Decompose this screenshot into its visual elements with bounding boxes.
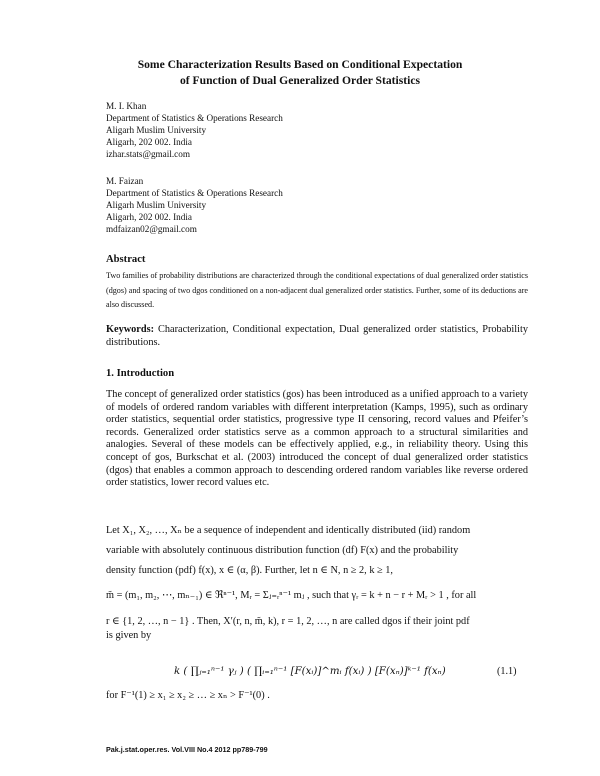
equation-number: (1.1) [497,666,517,677]
journal-footer: Pak.j.stat.oper.res. Vol.VIII No.4 2012 pp789-799 [106,745,268,754]
keywords-text: Characterization, Conditional expectation, Dual generalized order statistics, Probability distributions. [106,324,528,348]
author-department: Department of Statistics & Operations Research [106,113,283,123]
keywords-label: Keywords: [106,324,155,335]
author-name: M. I. Khan [106,101,147,111]
abstract-text: Two families of probability distributions are characterized through the conditional expectations of dual generalized order statistics (dgos) and spacing of two dgos conditioned on a non-adjacent dual generalized order statistics. Further, some of its deductions are also discussed. [106,271,528,309]
introduction-paragraph-1: The concept of generalized order statistics (gos) has been introduced as a unified approach to a variety of models of ordered random variables with different interpretation (Kamps, 1995), such as ordinary order statistics, sequential order statistics, progressive type II censoring, record values and Pfeifer’s records. Generalized order statistics serve as a common approach to a structural similarities and analogies. Several of these models can be effectively applied, e.g., in reliability theory. Using this concept of gos, Burkschat et al. (2003) introduced the concept of dual generalized order statistics (dgos) that enables a common approach to descending ordered random variables like reverse ordered order statistics, lower record values etc. [106,389,529,489]
equation-1-1: k ( ∏ⱼ₌₁ⁿ⁻¹ γⱼ ) ( ∏ᵢ₌₁ⁿ⁻¹ [F(xᵢ)]^mᵢ f(xᵢ) ) [F(xₙ)]ᵏ⁻¹ f(xₙ) [174,666,446,677]
author-email[interactable]: mdfaizan02@gmail.com [106,224,197,234]
author-university: Aligarh Muslim University [106,200,207,210]
paper-title-line1: Some Characterization Results Based on Conditional Expectation [137,58,463,71]
intro-line: r ∈ {1, 2, …, n − 1} . Then, X′(r, n, m̃, k), r = 1, 2, …, n are called dgos if their joint pdf [106,616,470,627]
intro-line: Let X₁, X₂, …, Xₙ be a sequence of independent and identically distributed (iid) random [106,525,471,536]
author-2-block [106,175,283,235]
author-name: M. Faizan [106,176,144,186]
intro-line: density function (pdf) f(x), x ∈ (α, β). Further, let n ∈ N, n ≥ 2, k ≥ 1, [106,565,393,576]
author-university: Aligarh Muslim University [106,125,207,135]
intro-line: variable with absolutely continuous distribution function (df) F(x) and the probability [106,545,459,556]
keywords [106,324,528,349]
equation-domain: for F⁻¹(1) ≥ x₁ ≥ x₂ ≥ … ≥ xₙ > F⁻¹(0) . [106,690,270,701]
abstract-heading: Abstract [106,254,146,265]
author-address: Aligarh, 202 002. India [106,137,192,147]
introduction-paragraph-2 [106,525,528,644]
author-email[interactable]: izhar.stats@gmail.com [106,149,190,159]
author-address: Aligarh, 202 002. India [106,212,192,222]
author-department: Department of Statistics & Operations Research [106,188,283,198]
author-1-block [106,100,283,160]
paper-title-line2: of Function of Dual Generalized Order Statistics [179,74,420,87]
intro-line: m̃ = (m₁, m₂, ⋯, mₙ₋₁) ∈ ℜⁿ⁻¹, Mᵣ = Σⱼ₌ᵣⁿ⁻¹ mⱼ , such that γᵣ = k + n − r + Mᵣ > 1 , for all [106,590,477,601]
intro-line: is given by [106,630,152,641]
section-1-heading: 1. Introduction [106,368,175,379]
